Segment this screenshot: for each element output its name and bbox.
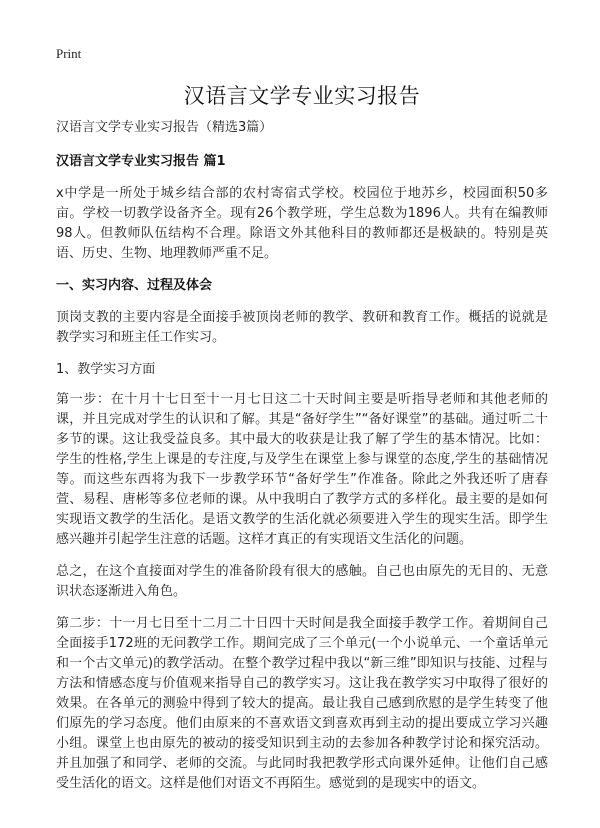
document-body <box>56 118 548 806</box>
print-link[interactable]: Print <box>56 46 82 61</box>
section-heading-practice: 一、实习内容、过程及体会 <box>56 278 213 293</box>
section-paragraph: 顶岗支教的主要内容是全面接手被顶岗老师的教学、教研和教育工作。概括的说就是教学实习和班主任工作实习。 <box>56 310 548 345</box>
document-subtitle: 汉语言文学专业实习报告（精选3篇） <box>56 120 273 135</box>
part-heading: 汉语言文学专业实习报告 篇1 <box>56 154 226 169</box>
step1-paragraph: 第一步：在十月十七日至十一月七日这二十天时间主要是听指导老师和其他老师的课，并且完成对学生的认识和了解。其是“备好学生”“备好课堂”的基础。通过听二十多节的课。这让我受益良多。其中最大的收获是让我了解了学生的基本情况。比如：学生的性格,学生上课是的专注度,与及学生在课堂上参与课堂的态度,学生的基础情况等。而这些东西将为我下一步教学环节“备好学生”作准备。除此之外我还听了唐春萱、易程、唐彬等多位老师的课。从中我明白了教学方式的多样化。最主要的是如何实现语文教学的生活化。是语文教学的生活化就必须要进入学生的现实生活。即学生感兴趣并引起学生注意的话题。这样才真正的有实现语文生活化的问题。 <box>56 392 548 547</box>
intro-paragraph: x中学是一所处于城乡结合部的农村寄宿式学校。校园位于地苏乡，校园面积50多亩。学校一切教学设备齐全。现有26个教学班，学生总数为1896人。共有在编教师98人。但教师队伍结构不合理。除语文外其他科目的教师都还是极缺的。特别是英语、历史、生物、地理教师严重不足。 <box>56 186 548 261</box>
document-title: 汉语言文学专业实习报告 <box>183 84 421 108</box>
subsection-heading-teaching: 1、教学实习方面 <box>56 362 156 377</box>
step2-paragraph: 第二步：十一月七日至十二月二十日四十天时间是我全面接手教学工作。着期间自己全面接手172班的无问教学工作。期间完成了三个单元(一个小说单元、一个童话单元和一个古文单元)的教学活动。在整个教学过程中我以“新三维”即知识与技能、过程与方法和情感态度与价值观来指导自己的教学实习。这让我在教学实习中取得了很好的效果。在各单元的测验中得到了较大的提高。最让我自己感到欣慰的是学生转变了他们原先的学习态度。他们由原来的不喜欢语文到喜欢再到主动的提出要成立学习兴趣小组。课堂上也由原先的被动的接受知识到主动的去参加各种教学讨论和探究活动。并且加强了和同学、老师的交流。与此同时我把教学形式向课外延伸。让他们自己感受生活化的语文。这样是他们对语文不再陌生。感觉到的是现实中的语文。 <box>56 616 548 791</box>
summary-paragraph: 总之，在这个直接面对学生的准备阶段有很大的感触。自己也由原先的无目的、无意识状态逐渐进入角色。 <box>56 564 548 599</box>
